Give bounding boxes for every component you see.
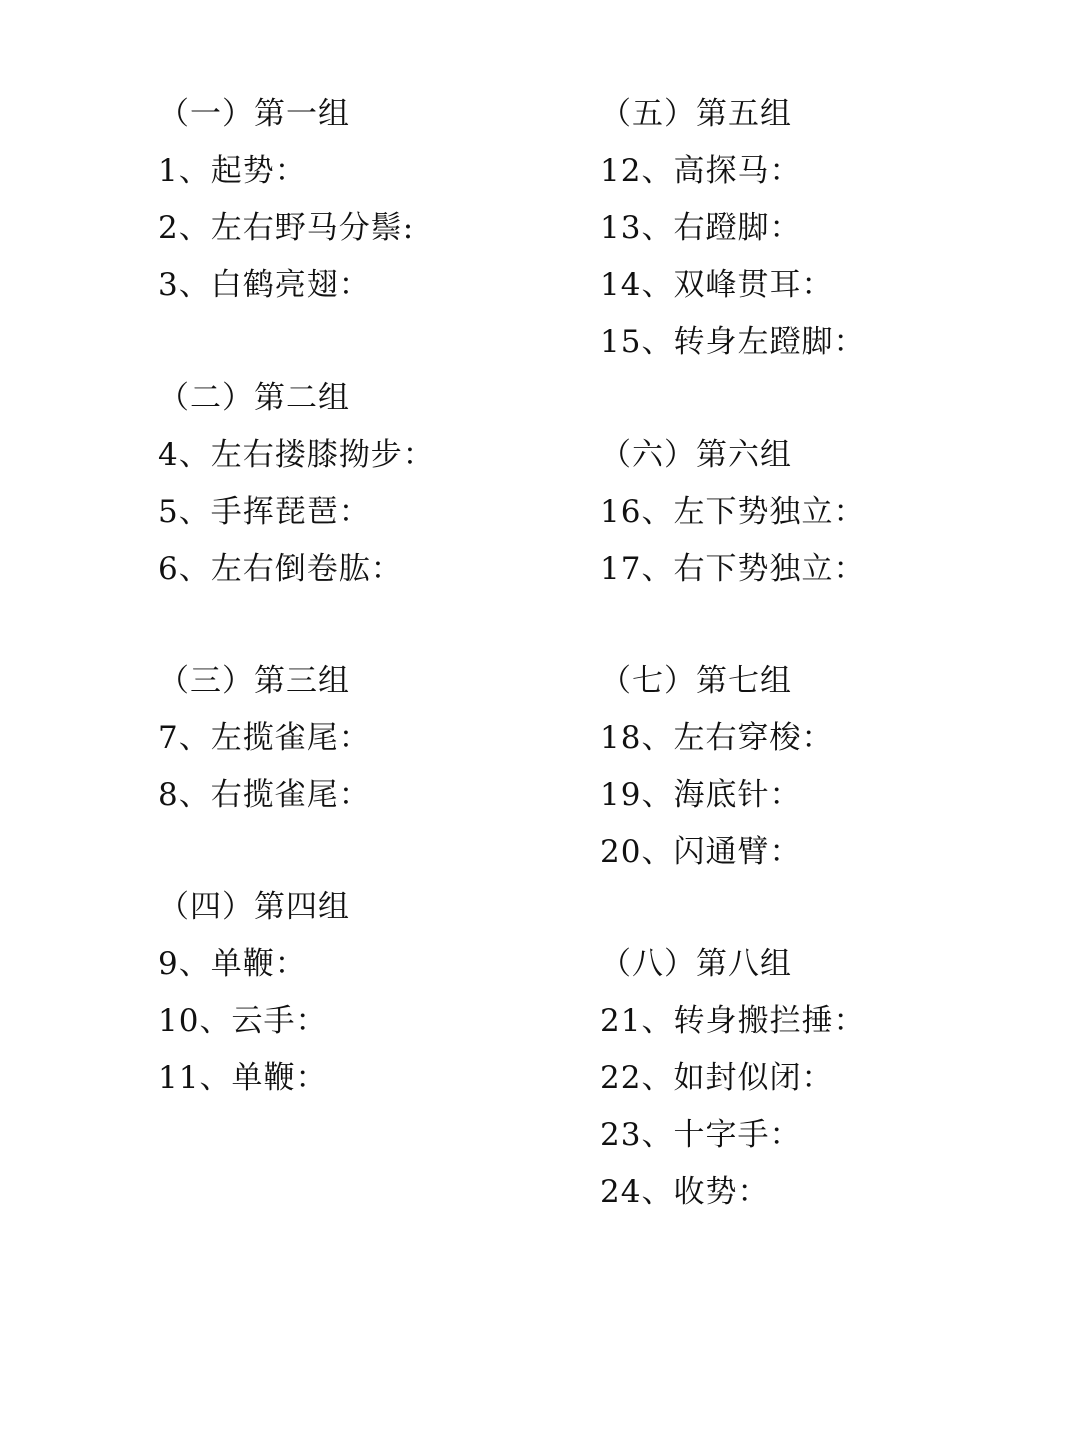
item-separator: 、 <box>641 267 674 303</box>
list-item <box>158 149 307 193</box>
item-text: 左揽雀尾： <box>210 720 371 756</box>
item-separator: 、 <box>178 720 211 756</box>
item-text: 如封似闭： <box>673 1060 834 1096</box>
list-item <box>158 999 327 1043</box>
group-heading: （五）第五组 <box>600 96 792 132</box>
item-text: 单鞭： <box>231 1060 328 1096</box>
item-text: 海底针： <box>673 777 802 813</box>
item-number: 24 <box>600 1174 642 1210</box>
list-item <box>158 773 371 817</box>
item-separator: 、 <box>199 1003 232 1039</box>
item-separator: 、 <box>178 210 211 246</box>
item-separator: 、 <box>178 153 211 189</box>
item-number: 9 <box>158 946 179 982</box>
group-heading: （四）第四组 <box>158 889 350 925</box>
item-separator: 、 <box>641 1060 674 1096</box>
item-text: 云手： <box>231 1003 328 1039</box>
item-number: 10 <box>158 1003 200 1039</box>
item-number: 1 <box>158 153 179 189</box>
item-separator: 、 <box>641 494 674 530</box>
item-number: 8 <box>158 777 179 813</box>
item-separator: 、 <box>641 1117 674 1153</box>
item-separator: 、 <box>641 834 674 870</box>
item-separator: 、 <box>641 720 674 756</box>
item-separator: 、 <box>178 946 211 982</box>
group-heading: （六）第六组 <box>600 437 792 473</box>
group-heading: （八）第八组 <box>600 946 792 982</box>
item-number: 16 <box>600 494 642 530</box>
list-item <box>600 716 833 760</box>
item-separator: 、 <box>641 777 674 813</box>
item-text: 手挥琵琶： <box>210 494 371 530</box>
item-number: 20 <box>600 834 642 870</box>
item-text: 右揽雀尾： <box>210 777 371 813</box>
item-number: 2 <box>158 210 179 246</box>
item-separator: 、 <box>641 1003 674 1039</box>
item-text: 左右搂膝拗步： <box>210 437 435 473</box>
list-item <box>600 490 865 534</box>
item-number: 5 <box>158 494 179 530</box>
list-item <box>158 490 371 534</box>
list-item <box>158 942 307 986</box>
group-heading: （一）第一组 <box>158 96 350 132</box>
item-number: 15 <box>600 324 642 360</box>
item-number: 11 <box>158 1060 200 1096</box>
list-item <box>600 547 865 591</box>
item-text: 白鹤亮翅： <box>210 267 371 303</box>
group-heading: （七）第七组 <box>600 663 792 699</box>
item-number: 17 <box>600 551 642 587</box>
item-text: 左右野马分鬃: <box>210 210 415 246</box>
item-number: 23 <box>600 1117 642 1153</box>
list-item <box>158 716 371 760</box>
item-separator: 、 <box>178 267 211 303</box>
item-text: 右下势独立： <box>673 551 866 587</box>
group-heading: （二）第二组 <box>158 380 350 416</box>
item-text: 转身搬拦捶： <box>673 1003 866 1039</box>
item-text: 双峰贯耳： <box>673 267 834 303</box>
item-text: 十字手： <box>673 1117 802 1153</box>
item-text: 单鞭： <box>210 946 307 982</box>
item-text: 高探马： <box>673 153 802 189</box>
list-item <box>158 433 435 477</box>
list-item <box>158 1056 327 1100</box>
list-item <box>600 1056 833 1100</box>
item-number: 4 <box>158 437 179 473</box>
item-number: 21 <box>600 1003 642 1039</box>
item-text: 闪通臂： <box>673 834 802 870</box>
item-text: 左下势独立： <box>673 494 866 530</box>
item-separator: 、 <box>641 210 674 246</box>
item-text: 左右倒卷肱： <box>210 551 403 587</box>
item-number: 3 <box>158 267 179 303</box>
list-item <box>600 320 865 364</box>
list-item <box>158 547 403 591</box>
item-number: 22 <box>600 1060 642 1096</box>
item-text: 转身左蹬脚： <box>673 324 866 360</box>
list-item <box>158 263 371 307</box>
item-number: 6 <box>158 551 179 587</box>
item-text: 右蹬脚： <box>673 210 802 246</box>
item-number: 12 <box>600 153 642 189</box>
item-separator: 、 <box>641 1174 674 1210</box>
item-separator: 、 <box>178 777 211 813</box>
item-separator: 、 <box>641 324 674 360</box>
item-separator: 、 <box>641 153 674 189</box>
list-item <box>600 1113 801 1157</box>
item-text: 收势： <box>673 1174 770 1210</box>
item-separator: 、 <box>178 551 211 587</box>
list-item <box>600 263 833 307</box>
list-item <box>600 1170 769 1214</box>
item-separator: 、 <box>641 551 674 587</box>
list-item <box>600 206 801 250</box>
item-separator: 、 <box>178 494 211 530</box>
list-item <box>600 830 801 874</box>
item-number: 14 <box>600 267 642 303</box>
list-item <box>600 773 801 817</box>
item-text: 左右穿梭： <box>673 720 834 756</box>
item-text: 起势： <box>210 153 307 189</box>
list-item <box>158 206 414 250</box>
item-separator: 、 <box>199 1060 232 1096</box>
item-number: 19 <box>600 777 642 813</box>
item-number: 18 <box>600 720 642 756</box>
list-item <box>600 149 801 193</box>
item-separator: 、 <box>178 437 211 473</box>
item-number: 7 <box>158 720 179 756</box>
list-item <box>600 999 865 1043</box>
item-number: 13 <box>600 210 642 246</box>
group-heading: （三）第三组 <box>158 663 350 699</box>
